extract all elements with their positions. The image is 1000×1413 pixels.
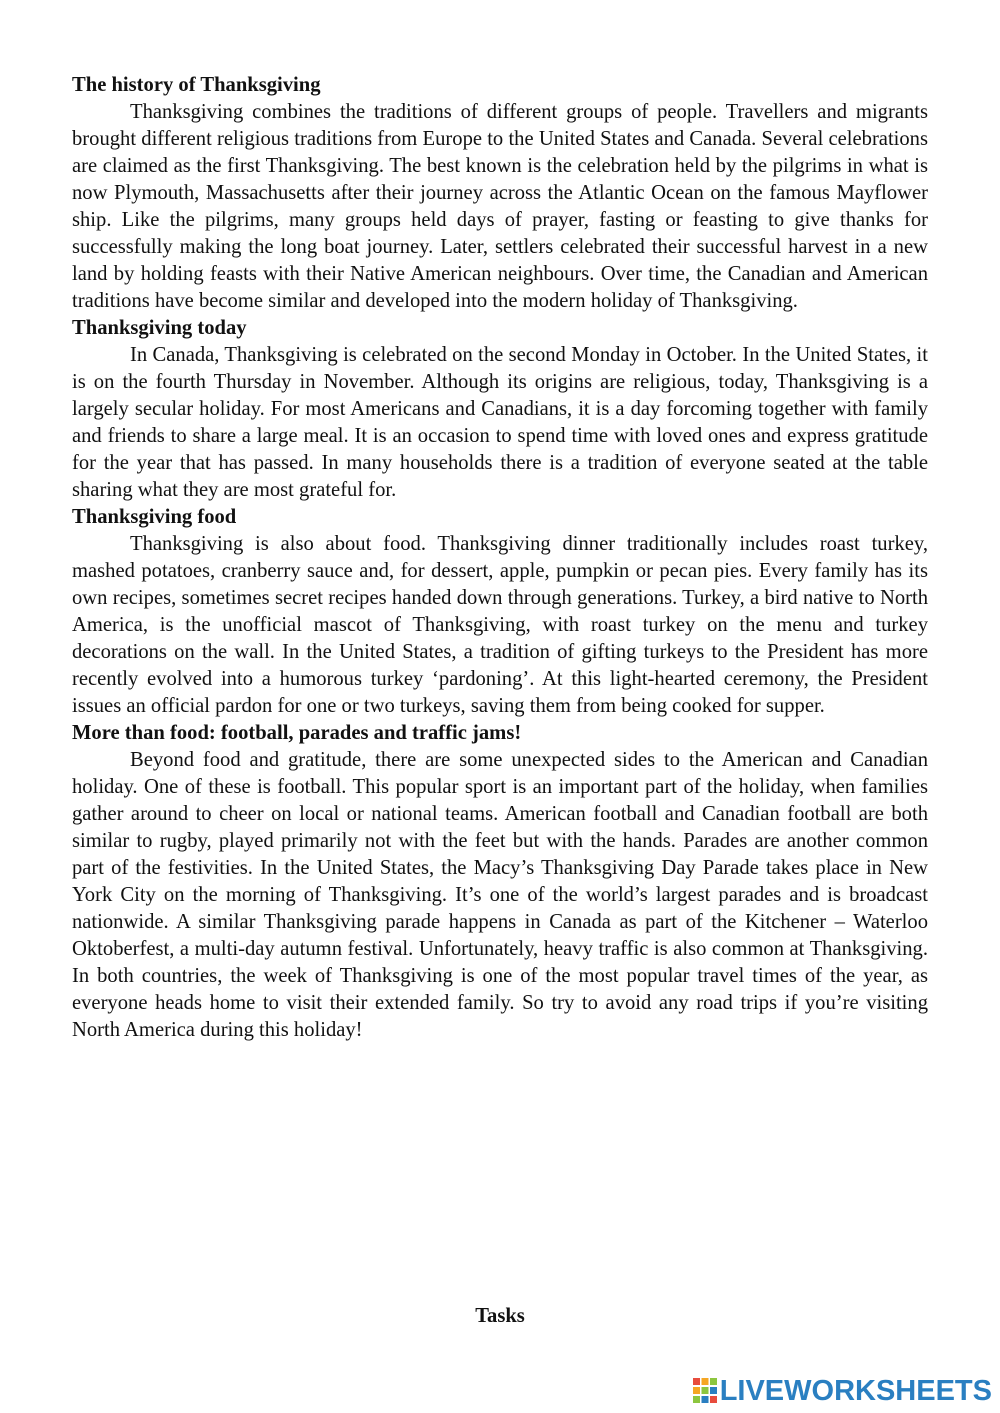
- liveworksheets-logo-text: LIVEWORKSHEETS: [719, 1374, 992, 1407]
- section-heading-history: The history of Thanksgiving: [72, 74, 321, 96]
- section-body-more-than-food: Beyond food and gratitude, there are some unexpected sides to the American and Canadian holiday. One of these is football. This popular sport is an important part of the holiday, when families gather around to cheer on local or national teams. American football and Canadian football are both similar to rugby, played primarily not with the feet but with the hands. Parades are another common part of the festivities. In the United States, the Macy’s Thanksgiving Day Parade takes place in New York City on the morning of Thanksgiving. It’s one of the world’s largest parades and is broadcast nationwide. A similar Thanksgiving parade happens in Canada as part of the Kitchener – Waterloo Oktoberfest, a multi-day autumn festival. Unfortunately, heavy traffic is also common at Thanksgiving. In both countries, the week of Thanksgiving is one of the most popular travel times of the year, as everyone heads home to visit their extended family. So try to avoid any road trips if you’re visiting North America during this holiday!: [72, 749, 928, 1041]
- tasks-heading: Tasks: [475, 1305, 525, 1327]
- section-heading-today: Thanksgiving today: [72, 317, 247, 339]
- article: [72, 72, 928, 1044]
- section-heading-more-than-food: More than food: football, parades and traffic jams!: [72, 722, 522, 744]
- liveworksheets-logo-icon: [692, 1377, 718, 1405]
- section-body-today: In Canada, Thanksgiving is celebrated on the second Monday in October. In the United States, it is on the fourth Thursday in November. Although its origins are religious, today, Thanksgiving is a largely secular holiday. For most Americans and Canadians, it is a day forcoming together with family and friends to share a large meal. It is an occasion to spend time with loved ones and express gratitude for the year that has passed. In many households there is a tradition of everyone seated at the table sharing what they are most grateful for.: [72, 344, 928, 501]
- liveworksheets-logo[interactable]: [692, 1374, 992, 1408]
- section-body-history: Thanksgiving combines the traditions of different groups of people. Travellers and migrants brought different religious traditions from Europe to the United States and Canada. Several celebrations are claimed as the first Thanksgiving. The best known is the celebration held by the pilgrims in what is now Plymouth, Massachusetts after their journey across the Atlantic Ocean on the famous Mayflower ship. Like the pilgrims, many groups held days of prayer, fasting or feasting to give thanks for successfully making the long boat journey. Later, settlers celebrated their successful harvest in a new land by holding feasts with their Native American neighbours. Over time, the Canadian and American traditions have become similar and developed into the modern holiday of Thanksgiving.: [72, 101, 928, 312]
- section-heading-food: Thanksgiving food: [72, 506, 237, 528]
- section-body-food: Thanksgiving is also about food. Thanksgiving dinner traditionally includes roast turkey, mashed potatoes, cranberry sauce and, for dessert, apple, pumpkin or pecan pies. Every family has its own recipes, sometimes secret recipes handed down through generations. Turkey, a bird native to North America, is the unofficial mascot of Thanksgiving, with roast turkey on the menu and turkey decorations on the wall. In the United States, a tradition of gifting turkeys to the President has more recently evolved into a humorous turkey ‘pardoning’. At this light-hearted ceremony, the President issues an official pardon for one or two turkeys, saving them from being cooked for supper.: [72, 533, 928, 717]
